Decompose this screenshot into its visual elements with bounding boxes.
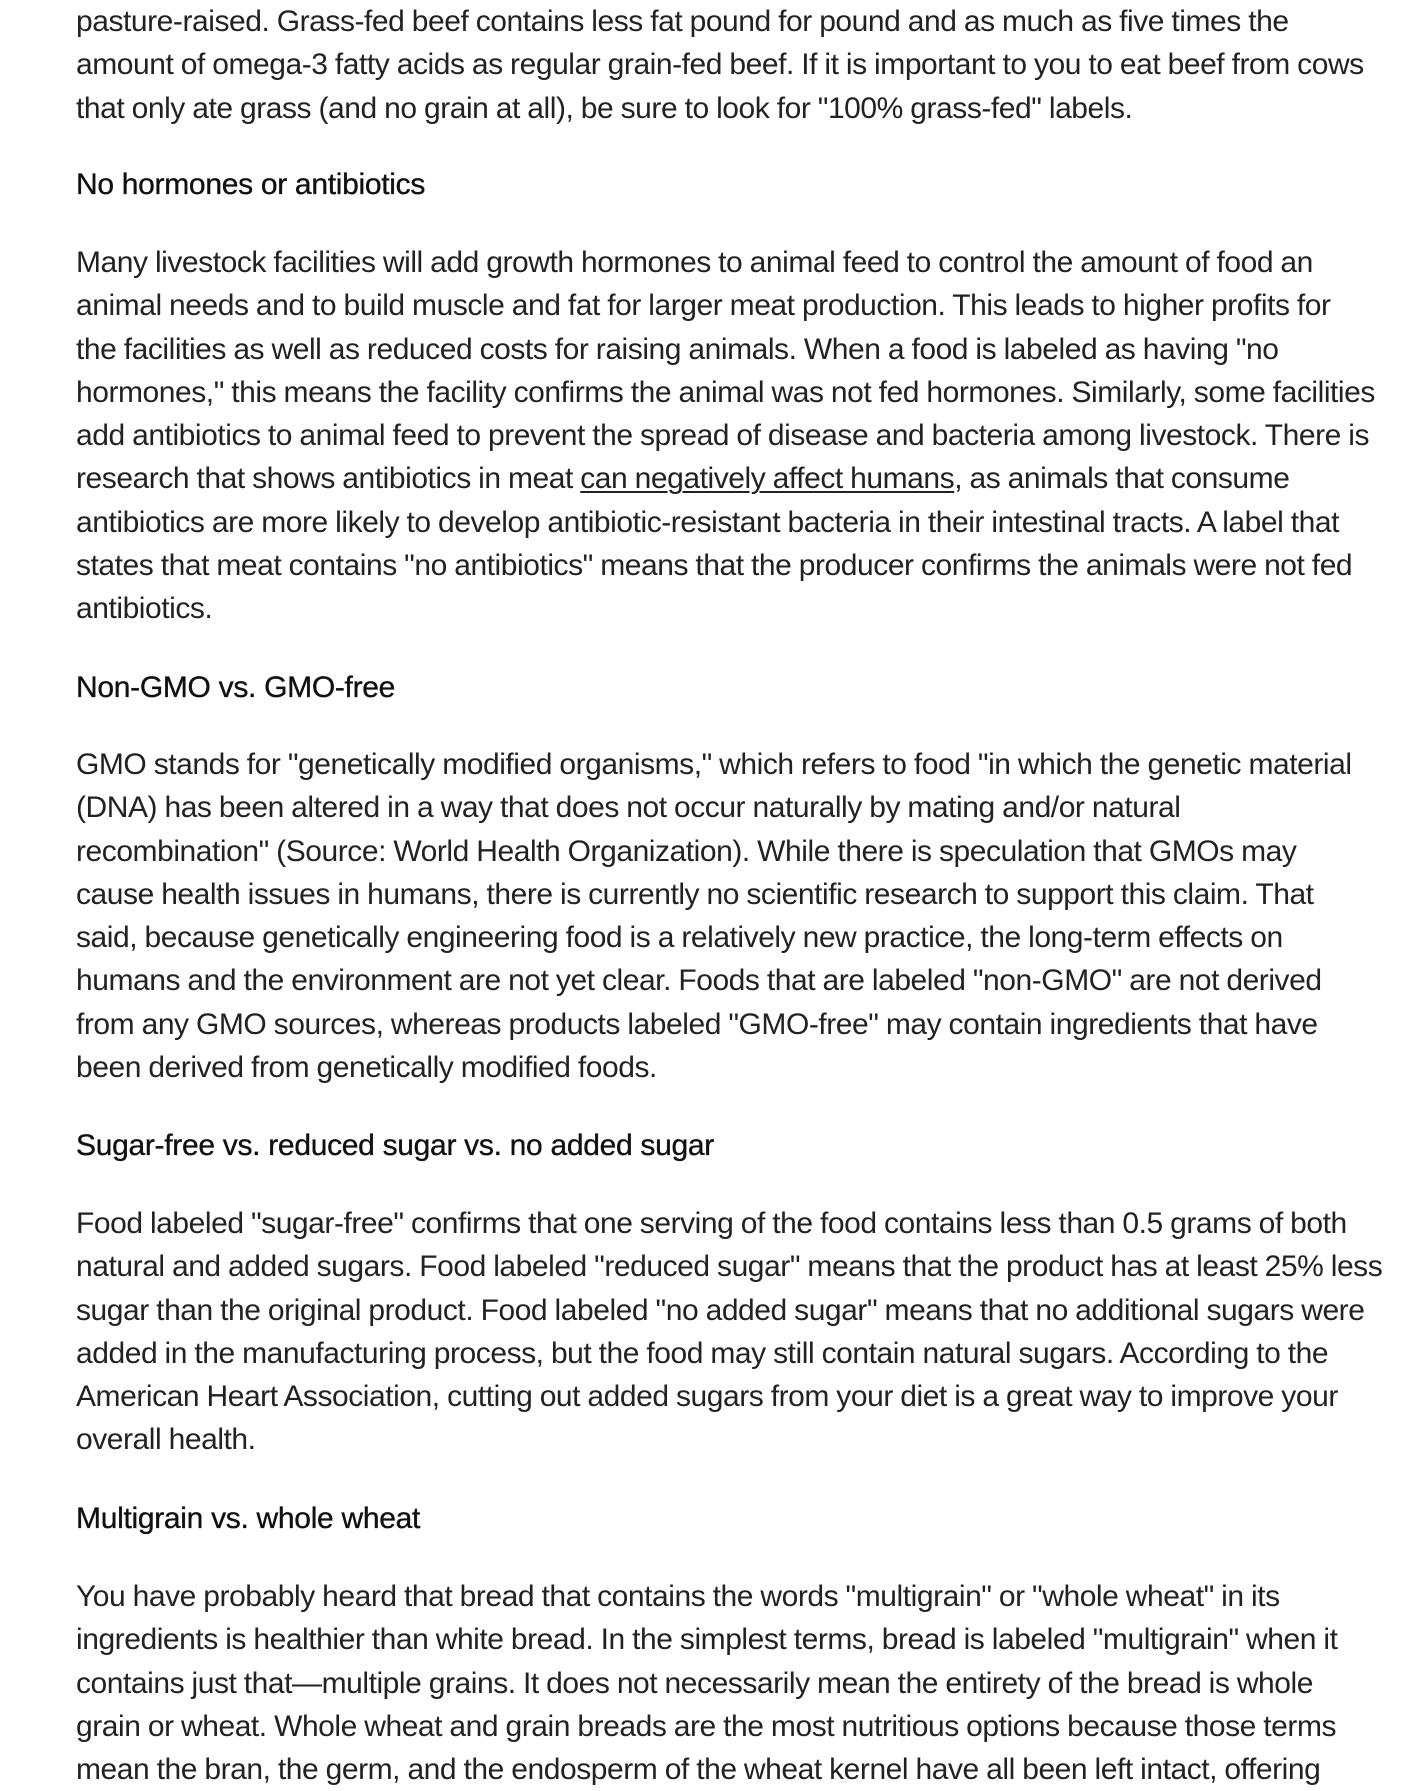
paragraph-gmo [76,743,1352,1089]
text-line: humans and the environment are not yet clear. Foods that are labeled "non-GMO" are not derived [76,964,1322,998]
text-line: hormones," this means the facility confirms the animal was not fed hormones. Similarly, some facilities [76,375,1375,409]
text-line: Many livestock facilities will add growth hormones to animal feed to control the amount of food an [76,246,1313,279]
text-line: You have probably heard that bread that contains the words "multigrain" or "whole wheat" in its [76,1580,1280,1613]
text-line: the facilities as well as reduced costs for raising animals. When a food is labeled as having "no [76,332,1279,366]
text-line: amount of omega-3 fatty acids as regular grain-fed beef. If it is important to you to eat beef from cows [76,48,1364,82]
heading-sugar-free-vs-reduced-sugar: Sugar-free vs. reduced sugar vs. no added sugar [76,1129,714,1162]
text-fragment: , as animals that consume [954,462,1290,496]
text-line: said, because genetically engineering food is a relatively new practice, the long-term effects on [76,921,1283,955]
text-line: cause health issues in humans, there is currently no scientific research to support this claim. That [76,877,1314,911]
text-line: added in the manufacturing process, but the food may still contain natural sugars. According to the [76,1336,1329,1370]
heading-non-gmo-vs-gmo-free: Non-GMO vs. GMO-free [76,671,396,704]
text-line: antibiotics. [76,592,213,626]
text-line: mean the bran, the germ, and the endosperm of the wheat kernel have all been left intact, offering [76,1753,1321,1787]
text-line: been derived from genetically modified foods. [76,1051,657,1085]
text-line-with-link [76,457,1375,500]
text-line: pasture-raised. Grass-fed beef contains less fat pound for pound and as much as five times the [76,5,1289,38]
text-line: overall health. [76,1423,256,1457]
paragraph-grass-fed-continued [76,0,1364,130]
text-line: Food labeled "sugar-free" confirms that one serving of the food contains less than 0.5 grams of both [76,1207,1347,1240]
text-line: ingredients is healthier than white bread. In the simplest terms, bread is labeled "multigrain" when it [76,1623,1338,1657]
text-line: from any GMO sources, whereas products labeled "GMO-free" may contain ingredients that have [76,1007,1318,1041]
paragraph-multigrain [76,1575,1337,1791]
paragraph-hormones-antibiotics [76,241,1375,631]
heading-multigrain-vs-whole-wheat: Multigrain vs. whole wheat [76,1502,421,1535]
text-line: animal needs and to build muscle and fat for larger meat production. This leads to higher profits for [76,289,1331,323]
text-line: (DNA) has been altered in a way that does not occur naturally by mating and/or natural [76,791,1181,825]
text-line: American Heart Association, cutting out added sugars from your diet is a great way to improve your [76,1380,1338,1414]
text-line: contains just that—multiple grains. It does not necessarily mean the entirety of the bread is whole [76,1666,1313,1700]
text-fragment: research that shows antibiotics in meat [76,462,581,496]
text-line: natural and added sugars. Food labeled "reduced sugar" means that the product has at least 25% less [76,1250,1383,1284]
heading-no-hormones-antibiotics: No hormones or antibiotics [76,168,426,201]
text-line: recombination" (Source: World Health Organization). While there is speculation that GMOs may [76,834,1297,868]
text-line: GMO stands for "genetically modified organisms," which refers to food "in which the genetic material [76,748,1352,781]
text-line: states that meat contains "no antibiotics" means that the producer confirms the animals were not fed [76,549,1353,583]
text-line: antibiotics are more likely to develop antibiotic-resistant bacteria in their intestinal tracts. A label that [76,505,1339,539]
text-line: add antibiotics to animal feed to prevent the spread of disease and bacteria among livestock. There is [76,419,1370,453]
text-line: that only ate grass (and no grain at all), be sure to look for "100% grass-fed" labels. [76,91,1133,125]
link-antibiotics-affect-humans[interactable]: can negatively affect humans [580,462,955,496]
text-line: grain or wheat. Whole wheat and grain breads are the most nutritious options because those terms [76,1709,1337,1743]
text-line: sugar than the original product. Food labeled "no added sugar" means that no additional sugars were [76,1293,1365,1327]
paragraph-sugar [76,1202,1382,1462]
